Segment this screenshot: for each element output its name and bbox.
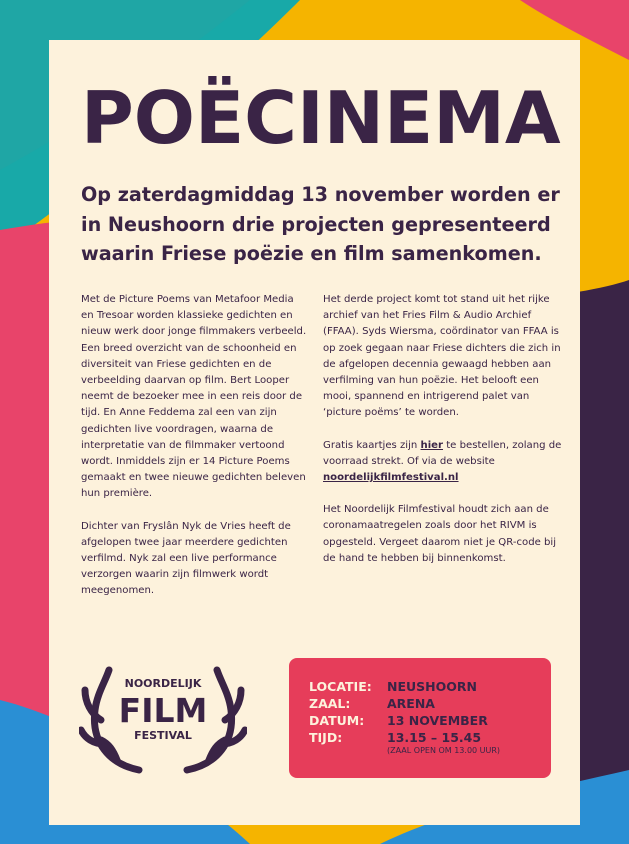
left-paragraph-1: Met de Picture Poems van Metafoor Media en Tresoar worden klassieke gedichten en nieuw werk door jonge filmmakers verbeeld. Een breed overzicht van de schoonheid en diversiteit van Friese gedichten en de verbeelding daarvan op film. Bert Looper neemt de bezoeker mee in een reis door de tijd. En Anne Feddema zal een van zijn gedichten live voordragen, waarna de interpretatie van de filmmaker vertoond wordt. Inmiddels zijn er 14 Picture Poems gemaakt en twee nieuwe gedichten beleven hun première. xyxy=(81,294,307,500)
poster-card xyxy=(49,40,580,825)
tickets-text-start: Gratis kaartjes zijn xyxy=(323,439,421,451)
festival-logo xyxy=(79,652,247,782)
date-label: DATUM: xyxy=(309,713,365,728)
tickets-link[interactable]: hier xyxy=(420,439,444,451)
logo-middle-text: FILM xyxy=(118,691,208,730)
lead-paragraph: Op zaterdagmiddag 13 november worden er in Neushoorn drie projecten gepresenteerd waarin Friese poëzie en film samenkomen. xyxy=(81,183,560,265)
tickets-text-middle: te bestellen, zolang de voorraad strekt. Of via de website xyxy=(323,439,562,467)
left-paragraph-2: Dichter van Fryslân Nyk de Vries heeft de afgelopen twee jaar meerdere gedichten verfilmd. Nyk zal een live performance verzorgen waarin zijn filmwerk wordt meegenomen. xyxy=(81,520,291,597)
location-label: LOCATIE: xyxy=(309,679,372,694)
location-value: NEUSHOORN xyxy=(387,679,477,694)
time-value: 13.15 – 15.45 xyxy=(387,730,482,745)
left-column xyxy=(81,292,307,616)
right-paragraph-1: Het derde project komt tot stand uit het rijke archief van het Fries Film & Audio Archief (FFAA). Syds Wiersma, coördinator van FFAA is op zoek gegaan naar Friese dichters die zich in de afgelopen decennia gewaagd hebben aan verfilming van hun poëzie. Het belooft een mooi, spannend en intrigerend palet van ‘picture poëms’ te worden. xyxy=(323,294,561,419)
logo-bottom-text: FESTIVAL xyxy=(134,729,192,742)
doors-open-note: (ZAAL OPEN OM 13.00 UUR) xyxy=(387,746,501,755)
website-link[interactable]: noordelijkfilmfestival.nl xyxy=(323,472,459,484)
time-label: TIJD: xyxy=(309,730,343,745)
event-info-box xyxy=(289,658,551,778)
date-value: 13 NOVEMBER xyxy=(387,713,488,728)
right-column xyxy=(323,292,563,583)
page-title: POËCINEMA xyxy=(81,76,561,160)
right-paragraph-3: Het Noordelijk Filmfestival houdt zich aan de coronamaatregelen zoals door het RIVM is opgesteld. Vergeet daarom niet je QR-code bij de hand te hebben bij binnenkomst. xyxy=(323,504,557,564)
hall-label: ZAAL: xyxy=(309,696,351,711)
logo-top-text: NOORDELIJK xyxy=(124,677,202,690)
hall-value: ARENA xyxy=(387,696,435,711)
right-paragraph-2 xyxy=(323,438,563,487)
